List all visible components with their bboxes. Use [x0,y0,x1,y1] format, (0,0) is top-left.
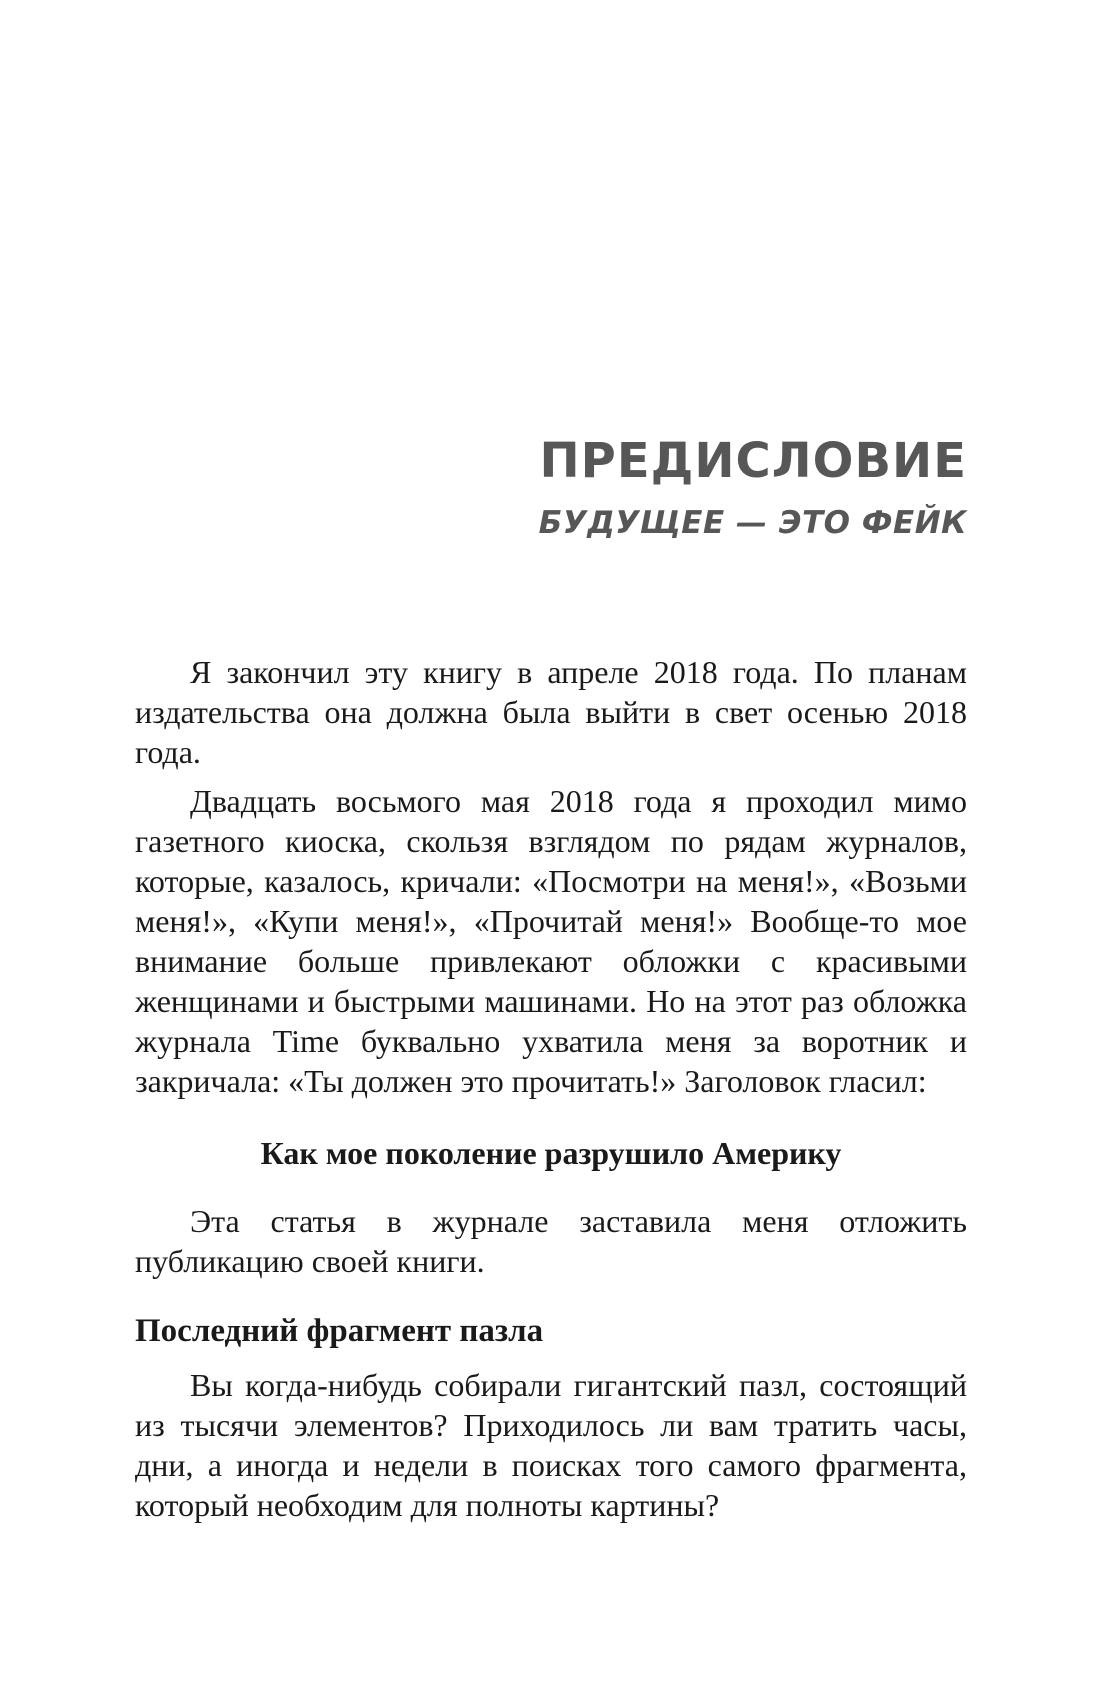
paragraph-3: Эта статья в журнале заставила меня отложить публикацию своей книги. [135,1203,967,1279]
chapter-title: ПРЕДИСЛОВИЕ [539,433,967,489]
paragraph-1: Я закончил эту книгу в апреле 2018 года. По планам издательства она должна была выйти в свет осенью 2018 года. [135,654,967,770]
section-paragraph-1: Вы когда-нибудь собирали гигантский пазл, состоящий из тысячи элементов? Приходилось ли вам тратить часы, дни, а иногда и недели в поисках того самого фрагмента, который необходим для полноты картины? [135,1367,967,1523]
chapter-header [135,433,967,543]
magazine-headline: Как мое поколение разрушило Америку [260,1135,842,1171]
chapter-subtitle: БУДУЩЕЕ — ЭТО ФЕЙК [538,505,967,541]
paragraph-2: Двадцать восьмого мая 2018 года я проходил мимо газетного киоска, скользя взглядом по рядам журналов, которые, казалось, кричали: «Посмотри на меня!», «Возьми меня!», «Купи меня!», «Прочитай меня!» Вообще-то мое внимание больше привлекают обложки с красивыми женщинами и быстрыми машинами. Но на этот раз обложка журнала Time буквально ухватила меня за воротник и закричала: «Ты должен это прочитать!» Заголовок гласил: [135,783,967,1099]
section-heading: Последний фрагмент пазла [135,1313,544,1349]
body-text [135,652,967,1525]
